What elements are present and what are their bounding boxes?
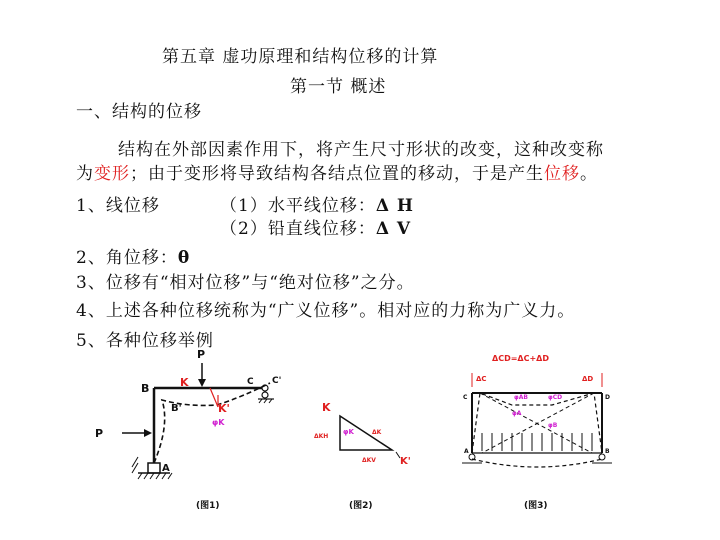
symbol-delta-v: Δ V: [375, 219, 412, 239]
label-p-left: P: [95, 427, 104, 440]
item-linear-displacement: 1、线位移: [76, 196, 160, 216]
term-deformation: 变形: [94, 164, 130, 184]
label-delta-k: ΔK: [372, 429, 382, 436]
item-angular-displacement: [76, 243, 190, 268]
label-phi-ab: φAB: [514, 394, 528, 401]
label-d: D: [605, 394, 610, 401]
label-b: B: [605, 448, 610, 455]
paragraph-text: 。: [580, 164, 598, 184]
label-c: C: [247, 377, 254, 387]
figure-1-frame: [92, 345, 292, 495]
figure-2-triangle: [312, 398, 422, 478]
section-title: 第一节 概述: [290, 77, 387, 97]
label-c: C: [463, 394, 468, 401]
paragraph-line-2: [76, 159, 598, 184]
item-relative-absolute: 3、位移有“相对位移”与“绝对位移”之分。: [76, 273, 415, 293]
sub-label: （1）水平线位移：: [220, 196, 376, 216]
label-k: K: [322, 401, 331, 414]
sub-label: （2）铅直线位移：: [220, 219, 376, 239]
paragraph-text: 为: [76, 164, 94, 184]
paragraph-line-1: 结构在外部因素作用下，将产生尺寸形状的改变，这种改变称: [118, 140, 604, 160]
item-label: 2、角位移：: [76, 248, 178, 268]
label-phi-cd: φCD: [548, 394, 563, 401]
label-a: A: [162, 463, 170, 474]
label-c-prime: C': [272, 376, 282, 386]
label-phi-k: φK: [212, 418, 225, 427]
label-phi-a: φA: [512, 410, 522, 417]
caption-figure-3: (图3): [524, 501, 548, 511]
label-delta-kv: ΔKV: [362, 457, 376, 464]
item-vertical-displacement: [220, 214, 411, 239]
symbol-delta-h: Δ H: [375, 196, 414, 216]
item-examples: 5、各种位移举例: [76, 331, 214, 351]
item-horizontal-displacement: [220, 191, 414, 216]
chapter-title: 第五章 虚功原理和结构位移的计算: [162, 47, 439, 67]
label-delta-c: ΔC: [476, 375, 487, 383]
formula-delta-cd: ΔCD=ΔC+ΔD: [492, 354, 550, 363]
label-b-prime: B': [171, 403, 182, 414]
symbol-theta: θ: [177, 248, 191, 268]
label-k: K: [180, 376, 189, 389]
label-delta-kh: ΔKH: [314, 433, 329, 440]
caption-figure-2: (图2): [349, 501, 373, 511]
caption-figure-1: (图1): [196, 501, 220, 511]
label-k-prime: K': [218, 402, 230, 415]
term-displacement: 位移: [544, 164, 580, 184]
label-delta-d: ΔD: [582, 375, 594, 383]
label-phi-k: φK: [343, 428, 354, 436]
heading-structure-displacement: 一、结构的位移: [76, 102, 202, 122]
item-generalized-displacement: 4、上述各种位移统称为“广义位移”。相对应的力称为广义力。: [76, 301, 576, 321]
label-p-top: P: [197, 348, 206, 361]
label-b: B: [141, 382, 150, 395]
label-a: A: [464, 448, 469, 455]
paragraph-text: ；由于变形将导致结构各结点位置的移动，于是产生: [130, 164, 544, 184]
figure-3-frame: [452, 347, 622, 487]
label-k-prime: K': [400, 456, 411, 467]
label-phi-b: φB: [548, 422, 558, 429]
